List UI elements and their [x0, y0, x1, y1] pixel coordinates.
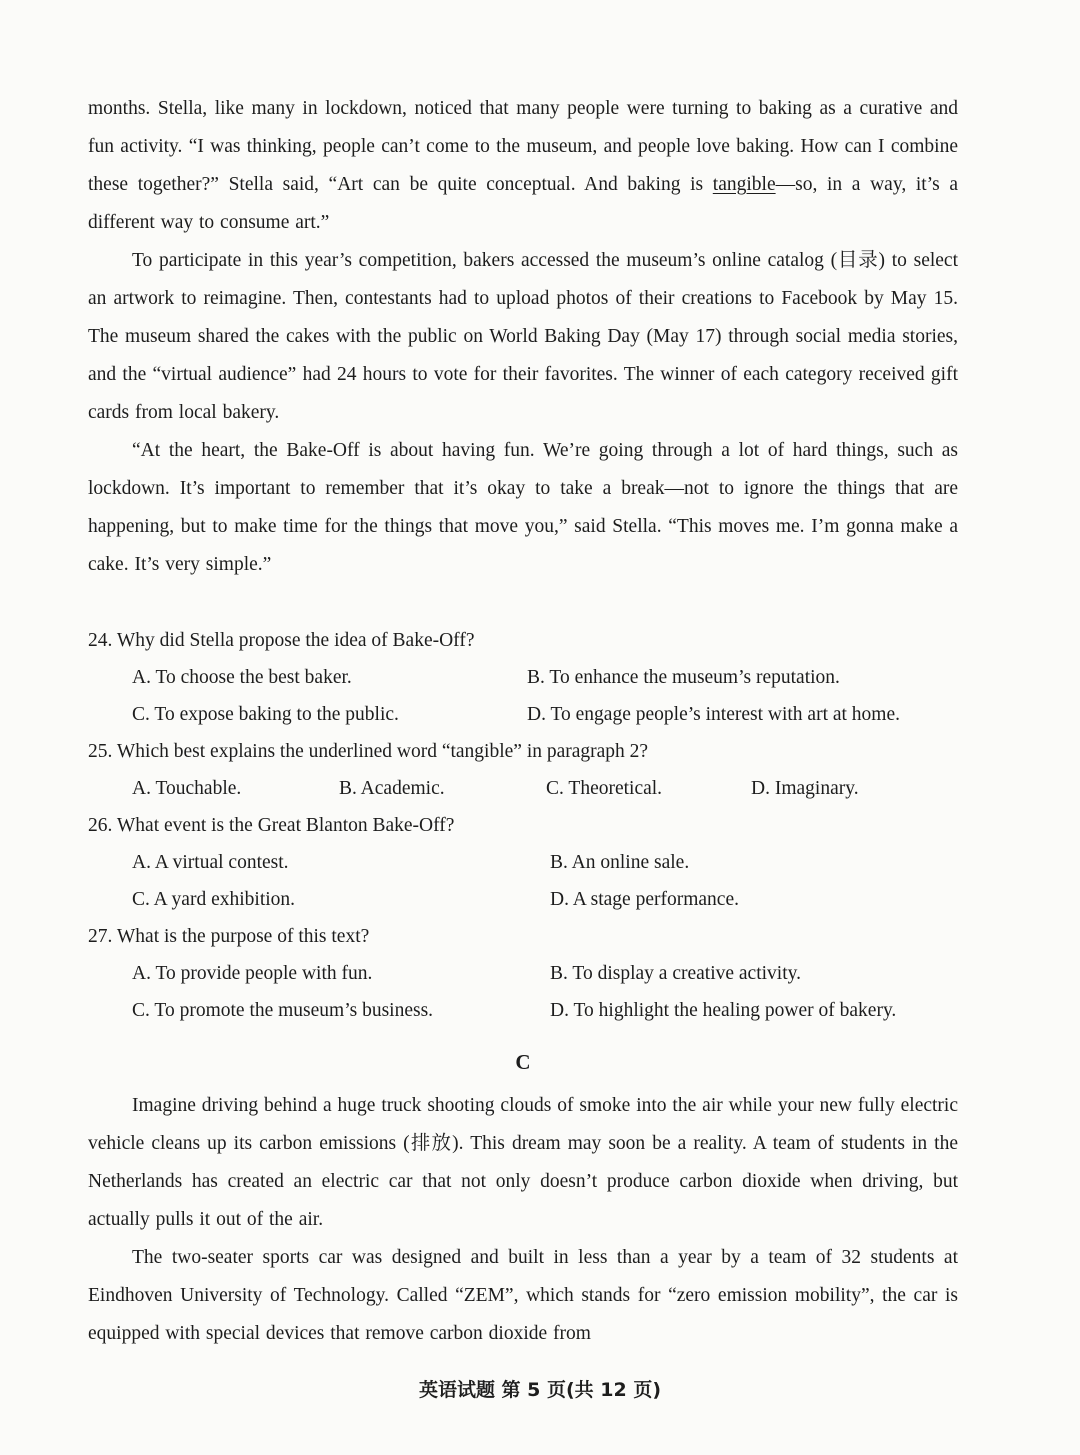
question-24-options-row-2: [88, 696, 958, 733]
option-24-c: C. To expose baking to the public.: [132, 704, 399, 725]
option-27-d: D. To highlight the healing power of bakery.: [550, 1000, 897, 1021]
question-26-options-row-2: [88, 881, 958, 918]
passage-b-paragraph-1: months. Stella, like many in lockdown, noticed that many people were turning to baking as a curative and fun activity. “I was thinking, people can’t come to the museum, and people love baking. How can I combine these together?” Stella said, “Art can be quite conceptual. And baking is tangible—so, in a way, it’s a different way to consume art.”: [88, 98, 958, 233]
option-25-d: D. Imaginary.: [751, 778, 859, 799]
question-25: 25. Which best explains the underlined word “tangible” in paragraph 2?: [88, 741, 649, 762]
option-26-b: B. An online sale.: [550, 852, 690, 873]
option-24-b: B. To enhance the museum’s reputation.: [527, 667, 840, 688]
passage-c-paragraph-1: Imagine driving behind a huge truck shooting clouds of smoke into the air while your new fully electric vehicle cleans up its carbon emissions (排放). This dream may soon be a reality. A team of students in the Netherlands has created an electric car that not only doesn’t produce carbon dioxide when driving, but actually pulls it out of the air.: [88, 1095, 958, 1230]
question-24: 24. Why did Stella propose the idea of Bake-Off?: [88, 630, 475, 651]
option-24-a: A. To choose the best baker.: [132, 667, 352, 688]
option-27-a: A. To provide people with fun.: [132, 963, 373, 984]
question-24-options-row-1: [88, 659, 958, 696]
page-footer: 英语试题 第 5 页(共 12 页): [418, 1379, 662, 1401]
option-26-a: A. A virtual contest.: [132, 852, 289, 873]
passage-c-paragraph-2: The two-seater sports car was designed and built in less than a year by a team of 32 students at Eindhoven University of Technology. Called “ZEM”, which stands for “zero emission mobility”, the car is equipped with special devices that remove carbon dioxide from: [88, 1247, 958, 1344]
option-25-a: A. Touchable.: [132, 778, 242, 799]
option-26-d: D. A stage performance.: [550, 889, 739, 910]
option-27-b: B. To display a creative activity.: [550, 963, 801, 984]
option-26-c: C. A yard exhibition.: [132, 889, 296, 910]
option-24-d: D. To engage people’s interest with art at home.: [527, 704, 901, 725]
question-25-options-row: [88, 770, 958, 807]
question-26-options-row-1: [88, 844, 958, 881]
option-27-c: C. To promote the museum’s business.: [132, 1000, 434, 1021]
question-27-options-row-2: [88, 992, 958, 1029]
option-25-b: B. Academic.: [339, 778, 445, 799]
question-27-options-row-1: [88, 955, 958, 992]
option-25-c: C. Theoretical.: [546, 778, 663, 799]
section-c-heading: C: [515, 1050, 531, 1074]
underlined-word-tangible: tangible: [712, 174, 776, 195]
question-26: 26. What event is the Great Blanton Bake-Off?: [88, 815, 455, 836]
passage-b-paragraph-2: To participate in this year’s competition, bakers accessed the museum’s online catalog (目录) to select an artwork to reimagine. Then, contestants had to upload photos of their creations to Facebook by May 15. The museum shared the cakes with the public on World Baking Day (May 17) through social media stories, and the “virtual audience” had 24 hours to vote for their favorites. The winner of each category received gift cards from local bakery.: [88, 250, 958, 423]
question-27: 27. What is the purpose of this text?: [88, 926, 370, 947]
passage-b-paragraph-3: “At the heart, the Bake-Off is about having fun. We’re going through a lot of hard things, such as lockdown. It’s important to remember that it’s okay to take a break—not to ignore the things that are happening, but to make time for the things that move you,” said Stella. “This moves me. I’m gonna make a cake. It’s very simple.”: [88, 440, 958, 575]
